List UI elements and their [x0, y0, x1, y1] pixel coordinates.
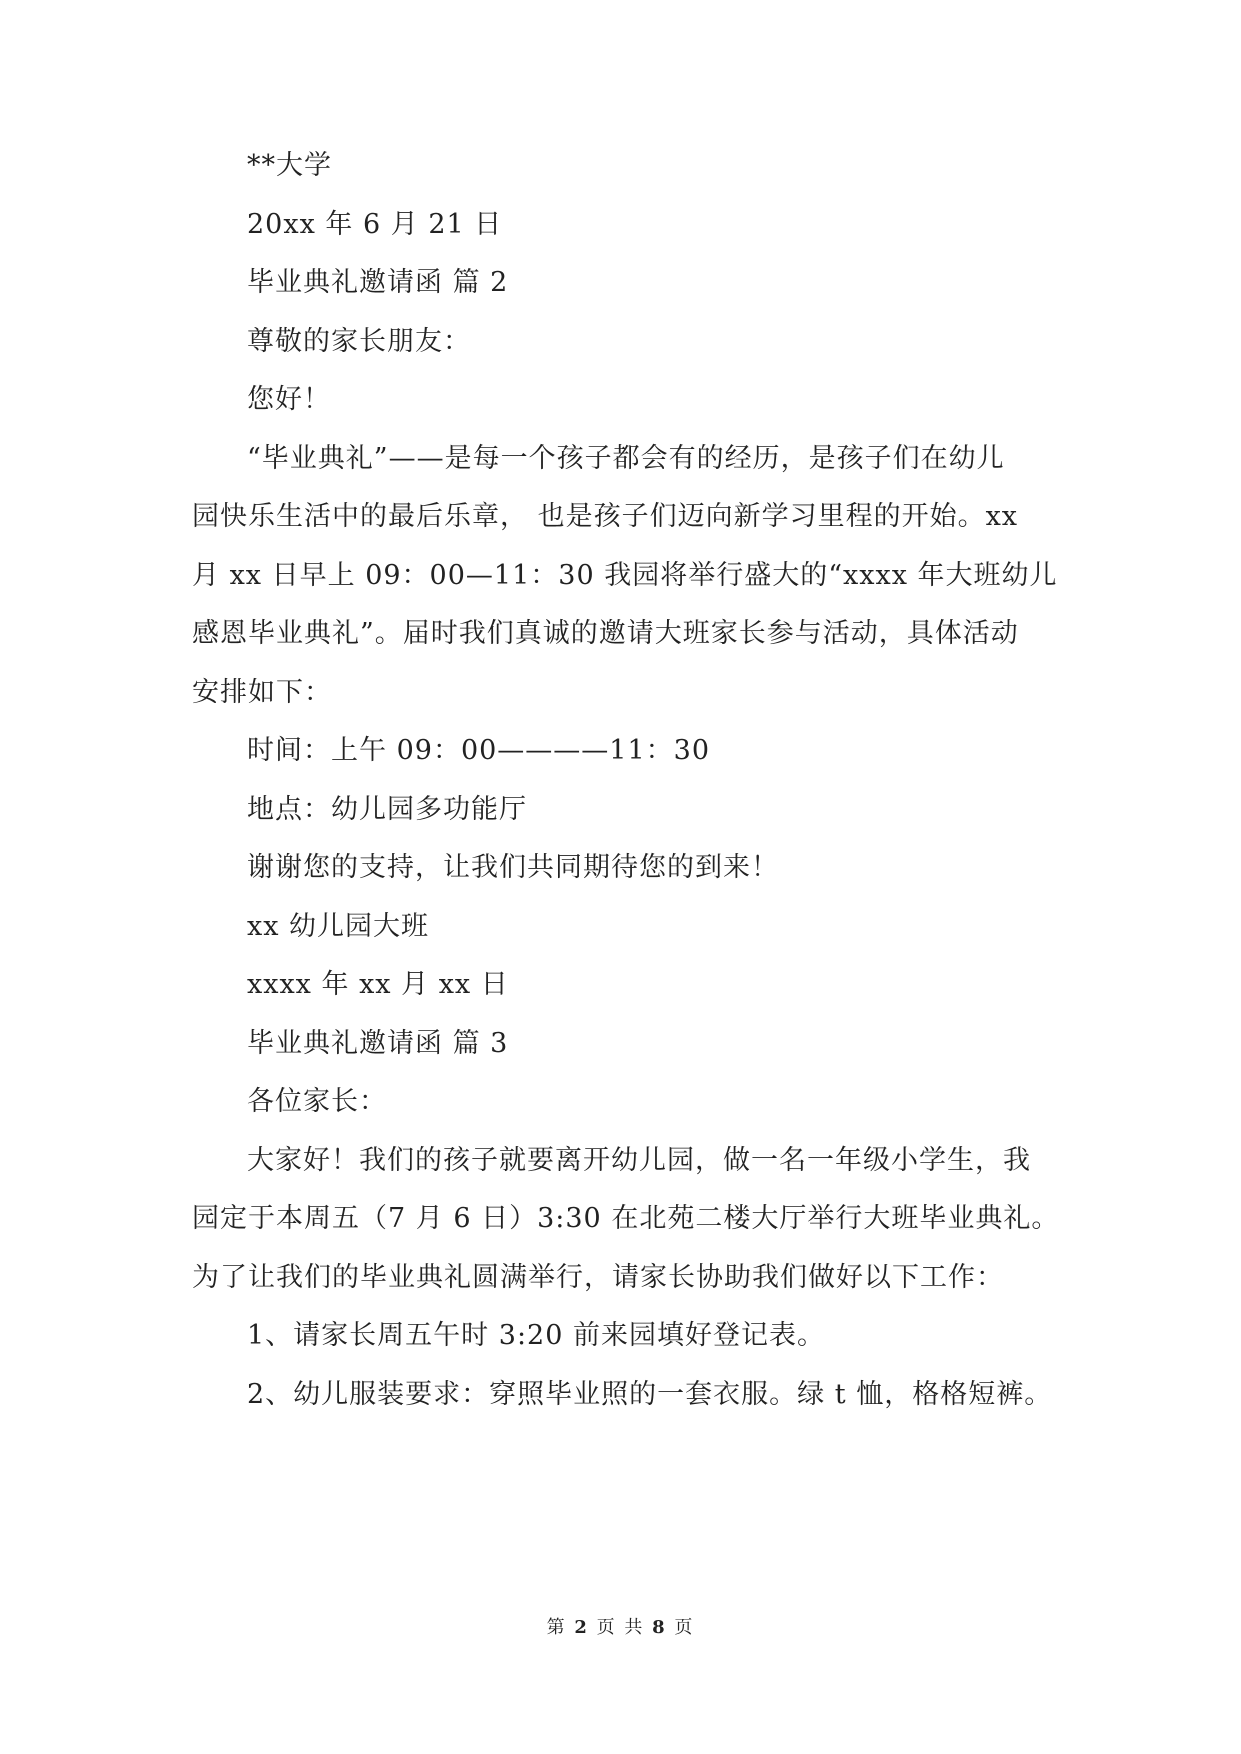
paragraph-line: 感恩毕业典礼”。届时我们真诚的邀请大班家长参与活动，具体活动: [192, 618, 1019, 649]
paragraph-line: 园快乐生活中的最后乐章， 也是孩子们迈向新学习里程的开始。xx: [192, 501, 1019, 532]
current-page-number: 2: [574, 1617, 589, 1638]
list-item: 2、幼儿服装要求：穿照毕业照的一套衣服。绿 t 恤，格格短裤。: [247, 1379, 1053, 1410]
paragraph-line: 为了让我们的毕业典礼圆满举行，请家长协助我们做好以下工作：: [192, 1262, 1004, 1293]
closing-thanks: 谢谢您的支持，让我们共同期待您的到来！: [247, 852, 779, 883]
event-location: 地点：幼儿园多功能厅: [247, 794, 527, 825]
paragraph-line: “毕业典礼”——是每一个孩子都会有的经历，是孩子们在幼儿: [247, 443, 1005, 474]
total-page-number: 8: [652, 1617, 667, 1638]
section-heading-3: 毕业典礼邀请函 篇 3: [247, 1028, 509, 1059]
signature-university: **大学: [247, 150, 332, 181]
footer-middle: 页 共: [596, 1617, 645, 1638]
section-heading-2: 毕业典礼邀请函 篇 2: [247, 267, 509, 298]
salutation: 尊敬的家长朋友：: [247, 326, 471, 357]
page-footer: [0, 1616, 1241, 1640]
paragraph-line: 园定于本周五（7 月 6 日）3:30 在北苑二楼大厅举行大班毕业典礼。: [192, 1203, 1060, 1234]
event-time: 时间：上午 09：00————11：30: [247, 735, 711, 766]
footer-prefix: 第: [546, 1617, 567, 1638]
signature-kindergarten: xx 幼儿园大班: [247, 911, 430, 942]
list-item: 1、请家长周五午时 3:20 前来园填好登记表。: [247, 1320, 825, 1351]
signature-date: xxxx 年 xx 月 xx 日: [247, 969, 509, 1000]
paragraph-line: 大家好！我们的孩子就要离开幼儿园，做一名一年级小学生，我: [247, 1145, 1031, 1176]
footer-suffix: 页: [674, 1617, 695, 1638]
signature-date: 20xx 年 6 月 21 日: [247, 209, 503, 240]
greeting: 您好！: [247, 384, 331, 415]
salutation: 各位家长：: [247, 1086, 387, 1117]
paragraph-line: 月 xx 日早上 09：00—11：30 我园将举行盛大的“xxxx 年大班幼儿: [192, 560, 1058, 591]
paragraph-line: 安排如下：: [192, 677, 332, 708]
